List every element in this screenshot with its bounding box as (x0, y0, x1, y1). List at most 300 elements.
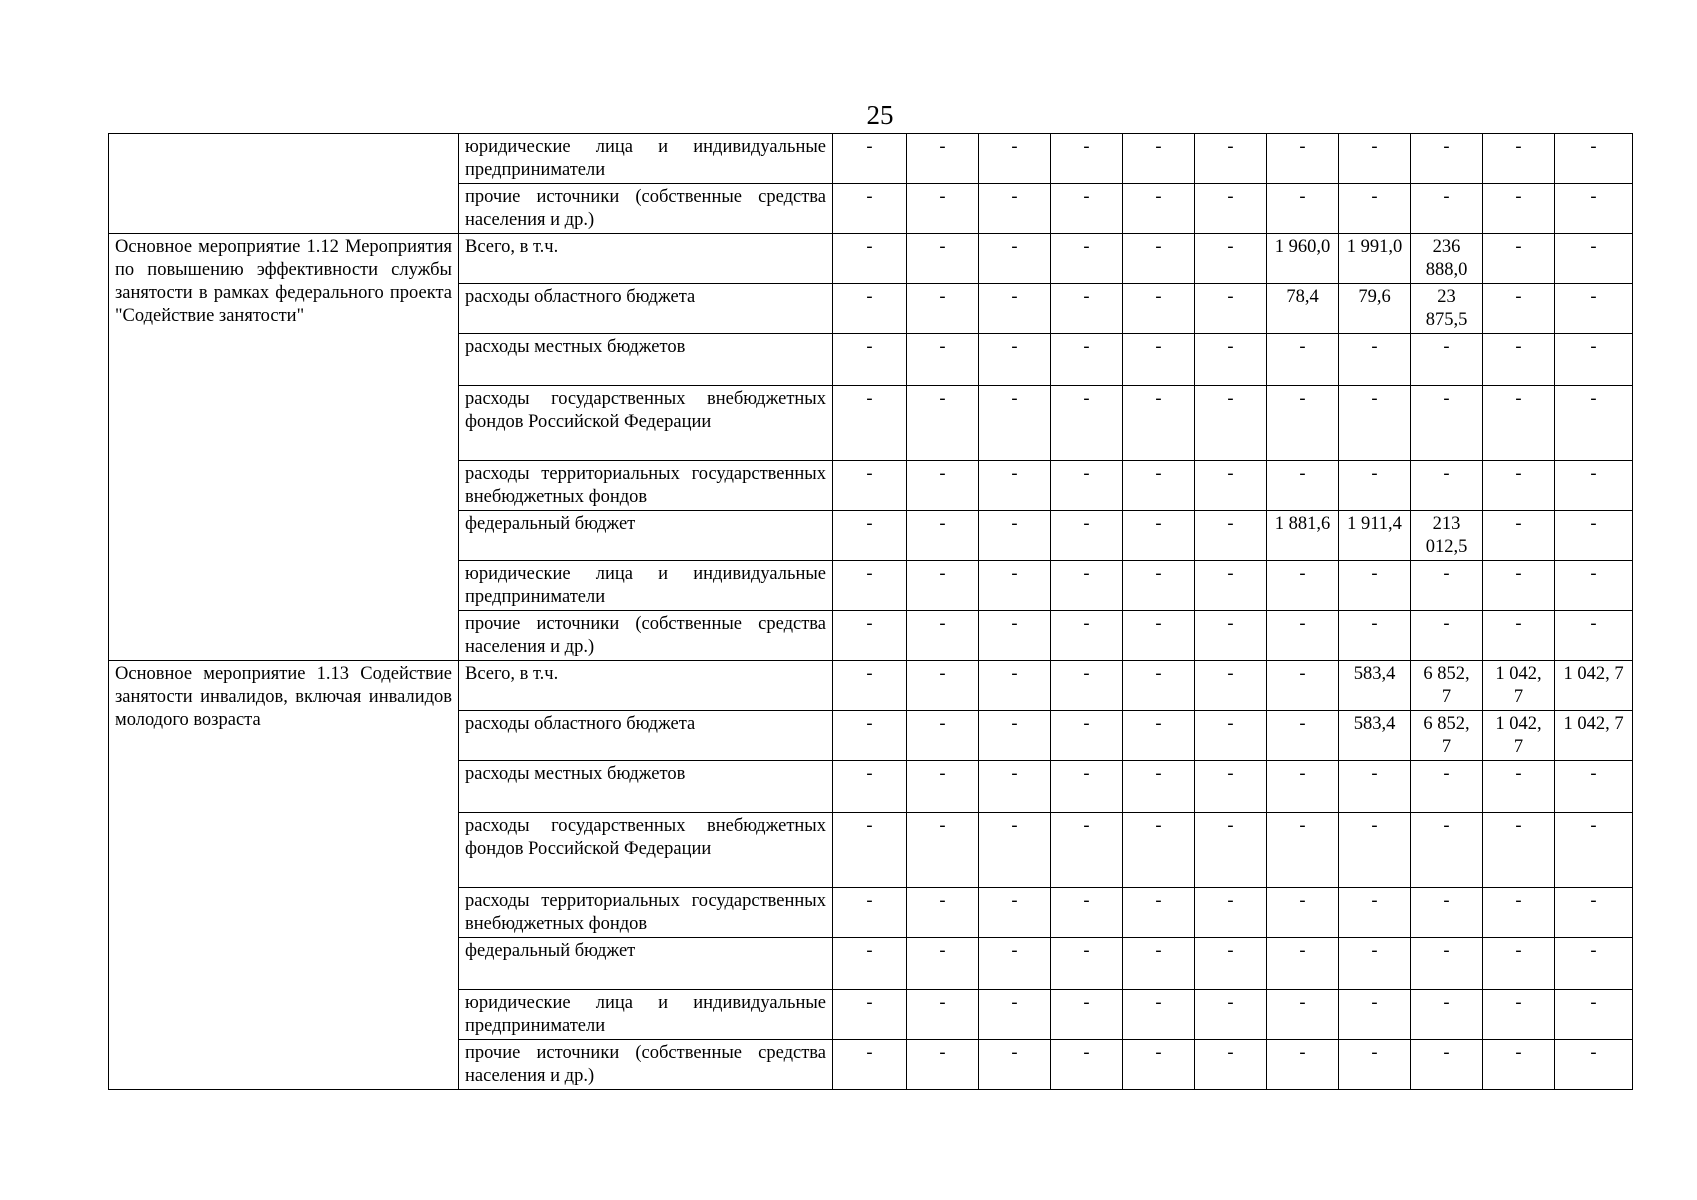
value-cell (1195, 661, 1267, 711)
value-text: - (1011, 1043, 1018, 1063)
value-cell (1339, 511, 1411, 561)
value-text: - (1083, 337, 1090, 357)
value-cell (907, 611, 979, 661)
value-text: - (1155, 564, 1162, 584)
value-text: - (866, 187, 873, 207)
value-cell (1555, 234, 1633, 284)
value-text: - (1515, 1043, 1522, 1063)
value-cell (1555, 813, 1633, 888)
value-cell (1339, 1040, 1411, 1090)
value-cell (833, 284, 907, 334)
value-text: - (866, 389, 873, 409)
value-cell (1339, 888, 1411, 938)
value-text: - (1590, 287, 1597, 307)
value-cell (979, 334, 1051, 386)
value-text: - (1371, 337, 1378, 357)
value-text: - (1590, 187, 1597, 207)
table-row (109, 234, 1633, 284)
value-text: - (1443, 764, 1450, 784)
value-text: 583,4 (1353, 714, 1396, 734)
value-cell (979, 661, 1051, 711)
value-text: 6 852, 7 (1423, 664, 1470, 707)
value-cell (1411, 611, 1483, 661)
value-text: 1 991,0 (1346, 237, 1403, 257)
value-cell (907, 888, 979, 938)
value-text: - (1155, 337, 1162, 357)
value-text: - (1299, 464, 1306, 484)
value-cell (1123, 561, 1195, 611)
value-text: - (1227, 891, 1234, 911)
value-text: - (939, 187, 946, 207)
value-text: 1 042, 7 (1495, 714, 1542, 757)
value-cell (907, 1040, 979, 1090)
value-text: - (1299, 816, 1306, 836)
value-text: - (1227, 337, 1234, 357)
value-cell (1195, 761, 1267, 813)
value-text: - (1011, 764, 1018, 784)
value-cell (1123, 284, 1195, 334)
value-text: - (1515, 464, 1522, 484)
funding-source-cell: юридические лица и индивидуальные предприниматели (459, 134, 833, 184)
funding-source-cell: расходы государственных внебюджетных фондов Российской Федерации (459, 386, 833, 461)
value-text: - (1227, 464, 1234, 484)
value-text: - (1083, 664, 1090, 684)
value-text: - (939, 714, 946, 734)
value-text: - (1011, 137, 1018, 157)
value-cell (1411, 938, 1483, 990)
value-text: - (1443, 1043, 1450, 1063)
value-cell (1195, 461, 1267, 511)
value-text: - (866, 764, 873, 784)
value-text: - (1011, 237, 1018, 257)
value-text: - (1515, 891, 1522, 911)
value-cell (1411, 284, 1483, 334)
value-cell (1051, 386, 1123, 461)
value-cell (1483, 334, 1555, 386)
value-cell (833, 386, 907, 461)
value-cell (1339, 611, 1411, 661)
event-name-cell: Основное мероприятие 1.13 Содействие занятости инвалидов, включая инвалидов молодого возраста (109, 661, 459, 1090)
value-text: - (866, 891, 873, 911)
value-text: - (1227, 714, 1234, 734)
value-cell (1267, 234, 1339, 284)
value-text: 1 881,6 (1274, 514, 1331, 534)
value-text: - (939, 137, 946, 157)
value-text: - (1011, 389, 1018, 409)
value-text: - (1371, 764, 1378, 784)
value-cell (1411, 1040, 1483, 1090)
value-cell (1123, 990, 1195, 1040)
value-cell (1195, 561, 1267, 611)
value-cell (833, 511, 907, 561)
value-text: - (1443, 891, 1450, 911)
value-cell (1483, 461, 1555, 511)
value-cell (1483, 761, 1555, 813)
value-cell (1339, 386, 1411, 461)
value-cell (1555, 761, 1633, 813)
value-cell (1195, 386, 1267, 461)
value-cell (1555, 938, 1633, 990)
value-text: - (866, 714, 873, 734)
value-cell (1411, 711, 1483, 761)
value-cell (1267, 184, 1339, 234)
value-cell (979, 1040, 1051, 1090)
value-cell (1411, 511, 1483, 561)
value-text: - (1011, 187, 1018, 207)
value-text: - (1011, 941, 1018, 961)
value-cell (979, 284, 1051, 334)
value-cell (1411, 334, 1483, 386)
value-text: - (866, 614, 873, 634)
value-cell (907, 661, 979, 711)
value-cell (1051, 511, 1123, 561)
value-text: - (1443, 389, 1450, 409)
value-text: - (1083, 891, 1090, 911)
value-cell (1411, 761, 1483, 813)
value-cell (907, 711, 979, 761)
value-text: - (1515, 514, 1522, 534)
value-text: - (1011, 514, 1018, 534)
value-text: - (1155, 1043, 1162, 1063)
value-cell (1483, 711, 1555, 761)
value-text: - (1011, 816, 1018, 836)
value-cell (1267, 888, 1339, 938)
value-cell (1051, 611, 1123, 661)
value-cell (833, 711, 907, 761)
value-cell (833, 661, 907, 711)
value-cell (1411, 234, 1483, 284)
value-cell (1555, 184, 1633, 234)
value-cell (1195, 234, 1267, 284)
value-cell (1123, 184, 1195, 234)
value-text: - (1443, 993, 1450, 1013)
value-text: - (1590, 464, 1597, 484)
value-cell (1555, 711, 1633, 761)
value-text: - (1299, 941, 1306, 961)
event-name-cell (109, 134, 459, 234)
value-cell (1555, 1040, 1633, 1090)
value-text: - (1443, 614, 1450, 634)
value-cell (1555, 611, 1633, 661)
value-cell (1051, 813, 1123, 888)
value-cell (1123, 813, 1195, 888)
value-text: - (1371, 993, 1378, 1013)
value-cell (1195, 938, 1267, 990)
value-text: - (939, 993, 946, 1013)
value-cell (1339, 284, 1411, 334)
value-cell (979, 711, 1051, 761)
value-cell (1339, 334, 1411, 386)
value-cell (1195, 284, 1267, 334)
value-text: - (1590, 564, 1597, 584)
value-text: 79,6 (1358, 287, 1391, 307)
value-text: - (1227, 941, 1234, 961)
value-text: - (1299, 714, 1306, 734)
value-text: - (1590, 764, 1597, 784)
event-name-cell: Основное мероприятие 1.12 Мероприятия по повышению эффективности службы занятости в рамках федерального проекта "Содействие занятости" (109, 234, 459, 661)
funding-source-cell: федеральный бюджет (459, 511, 833, 561)
funding-source-cell: расходы местных бюджетов (459, 761, 833, 813)
value-cell (1555, 461, 1633, 511)
value-text: - (939, 337, 946, 357)
value-text: - (1011, 993, 1018, 1013)
value-text: - (1227, 664, 1234, 684)
funding-source-cell: федеральный бюджет (459, 938, 833, 990)
value-text: - (1083, 564, 1090, 584)
value-cell (1555, 561, 1633, 611)
value-text: - (1371, 464, 1378, 484)
value-text: - (1155, 187, 1162, 207)
value-text: - (866, 564, 873, 584)
value-cell (1339, 711, 1411, 761)
value-text: - (939, 464, 946, 484)
value-cell (833, 938, 907, 990)
value-text: - (1083, 614, 1090, 634)
value-cell (1123, 711, 1195, 761)
value-text: - (1515, 187, 1522, 207)
value-text: - (1227, 1043, 1234, 1063)
value-cell (1411, 561, 1483, 611)
value-cell (907, 134, 979, 184)
value-cell (907, 938, 979, 990)
value-text: 213 012,5 (1425, 514, 1468, 557)
value-cell (1411, 990, 1483, 1040)
value-text: - (1515, 137, 1522, 157)
value-text: 1 042, 7 (1563, 664, 1624, 684)
value-cell (1267, 813, 1339, 888)
value-text: - (1083, 187, 1090, 207)
value-text: - (866, 464, 873, 484)
value-text: - (1515, 614, 1522, 634)
value-cell (1195, 511, 1267, 561)
value-cell (1339, 561, 1411, 611)
funding-source-cell: расходы областного бюджета (459, 711, 833, 761)
value-text: - (1155, 891, 1162, 911)
value-cell (1051, 561, 1123, 611)
value-cell (833, 461, 907, 511)
value-text: - (1155, 664, 1162, 684)
value-cell (979, 990, 1051, 1040)
value-text: - (866, 137, 873, 157)
value-cell (1267, 938, 1339, 990)
value-cell (833, 1040, 907, 1090)
value-cell (1051, 888, 1123, 938)
value-cell (1411, 813, 1483, 888)
value-cell (907, 461, 979, 511)
value-cell (1411, 134, 1483, 184)
value-text: - (1227, 614, 1234, 634)
value-text: - (1371, 941, 1378, 961)
value-cell (1555, 334, 1633, 386)
funding-source-cell: расходы местных бюджетов (459, 334, 833, 386)
value-cell (1411, 888, 1483, 938)
value-cell (979, 511, 1051, 561)
value-cell (1123, 386, 1195, 461)
page-number: 25 (866, 100, 894, 130)
value-cell (1195, 334, 1267, 386)
value-text: - (1227, 287, 1234, 307)
value-text: - (939, 237, 946, 257)
value-text: - (1227, 389, 1234, 409)
value-cell (1123, 334, 1195, 386)
value-text: - (939, 287, 946, 307)
value-cell (979, 888, 1051, 938)
value-text: - (1083, 941, 1090, 961)
value-cell (907, 813, 979, 888)
value-cell (907, 234, 979, 284)
value-text: - (1590, 993, 1597, 1013)
value-cell (1267, 511, 1339, 561)
value-cell (1051, 184, 1123, 234)
value-cell (1267, 611, 1339, 661)
value-text: - (939, 941, 946, 961)
value-text: - (1083, 816, 1090, 836)
value-text: - (866, 1043, 873, 1063)
value-cell (907, 561, 979, 611)
funding-source-cell: расходы территориальных государственных внебюджетных фондов (459, 461, 833, 511)
value-text: - (1155, 389, 1162, 409)
value-cell (979, 561, 1051, 611)
value-cell (1051, 334, 1123, 386)
value-cell (907, 511, 979, 561)
value-cell (1051, 234, 1123, 284)
value-cell (833, 561, 907, 611)
value-text: - (1155, 237, 1162, 257)
value-text: - (1371, 564, 1378, 584)
value-text: - (939, 614, 946, 634)
value-cell (1483, 561, 1555, 611)
value-text: 1 042, 7 (1563, 714, 1624, 734)
value-text: - (1011, 287, 1018, 307)
value-text: - (866, 337, 873, 357)
value-cell (979, 461, 1051, 511)
value-text: 1 911,4 (1347, 514, 1402, 534)
value-cell (1051, 1040, 1123, 1090)
value-cell (1339, 990, 1411, 1040)
value-text: - (1590, 514, 1597, 534)
value-cell (979, 813, 1051, 888)
value-cell (907, 284, 979, 334)
value-text: - (1443, 816, 1450, 836)
value-text: - (1227, 564, 1234, 584)
value-cell (1123, 134, 1195, 184)
value-text: - (1011, 464, 1018, 484)
value-text: - (1299, 764, 1306, 784)
value-cell (1555, 134, 1633, 184)
table-row (109, 661, 1633, 711)
value-text: - (866, 237, 873, 257)
value-cell (1483, 661, 1555, 711)
value-text: - (1443, 337, 1450, 357)
value-text: - (1443, 941, 1450, 961)
value-cell (1339, 661, 1411, 711)
value-text: - (1083, 137, 1090, 157)
value-cell (1483, 234, 1555, 284)
value-cell (1483, 888, 1555, 938)
value-cell (1555, 511, 1633, 561)
value-cell (979, 184, 1051, 234)
value-text: - (1011, 614, 1018, 634)
value-text: - (1590, 816, 1597, 836)
value-text: - (939, 564, 946, 584)
value-text: - (1515, 337, 1522, 357)
value-text: - (1083, 993, 1090, 1013)
value-text: - (866, 993, 873, 1013)
value-cell (1555, 990, 1633, 1040)
value-cell (1411, 661, 1483, 711)
value-text: - (939, 389, 946, 409)
value-text: 583,4 (1353, 664, 1396, 684)
value-cell (1483, 1040, 1555, 1090)
value-cell (1195, 134, 1267, 184)
value-cell (1267, 1040, 1339, 1090)
value-text: - (1299, 137, 1306, 157)
value-cell (1123, 511, 1195, 561)
value-text: - (1371, 1043, 1378, 1063)
value-cell (1123, 234, 1195, 284)
value-cell (833, 611, 907, 661)
value-text: 6 852, 7 (1423, 714, 1470, 757)
value-text: - (1155, 816, 1162, 836)
value-cell (1051, 761, 1123, 813)
value-cell (1267, 761, 1339, 813)
value-text: - (1227, 993, 1234, 1013)
value-cell (1195, 611, 1267, 661)
value-cell (1339, 938, 1411, 990)
value-text: - (939, 514, 946, 534)
value-text: 236 888,0 (1425, 237, 1468, 280)
value-text: - (1371, 187, 1378, 207)
value-text: - (1155, 287, 1162, 307)
value-text: - (1590, 941, 1597, 961)
value-cell (1555, 284, 1633, 334)
value-text: - (1083, 514, 1090, 534)
value-text: - (1515, 993, 1522, 1013)
value-cell (1483, 611, 1555, 661)
value-text: - (1011, 714, 1018, 734)
value-cell (833, 134, 907, 184)
value-text: - (1011, 664, 1018, 684)
value-text: - (1299, 564, 1306, 584)
funding-source-cell: расходы территориальных государственных внебюджетных фондов (459, 888, 833, 938)
value-cell (833, 761, 907, 813)
value-text: - (1443, 187, 1450, 207)
value-cell (1339, 134, 1411, 184)
funding-source-cell: расходы государственных внебюджетных фондов Российской Федерации (459, 813, 833, 888)
value-text: - (1083, 764, 1090, 784)
value-cell (1123, 661, 1195, 711)
value-text: - (1590, 137, 1597, 157)
value-text: - (1371, 137, 1378, 157)
value-text: - (1299, 1043, 1306, 1063)
value-text: - (1299, 993, 1306, 1013)
value-text: - (939, 891, 946, 911)
value-cell (1411, 461, 1483, 511)
value-cell (1195, 1040, 1267, 1090)
value-text: - (1155, 764, 1162, 784)
value-text: - (1515, 764, 1522, 784)
value-text: - (1590, 614, 1597, 634)
value-cell (1195, 888, 1267, 938)
value-cell (1195, 813, 1267, 888)
value-text: - (866, 941, 873, 961)
value-cell (1483, 184, 1555, 234)
funding-source-cell: прочие источники (собственные средства населения и др.) (459, 1040, 833, 1090)
value-cell (1195, 990, 1267, 1040)
value-cell (907, 386, 979, 461)
value-cell (979, 234, 1051, 284)
value-text: - (1227, 514, 1234, 534)
